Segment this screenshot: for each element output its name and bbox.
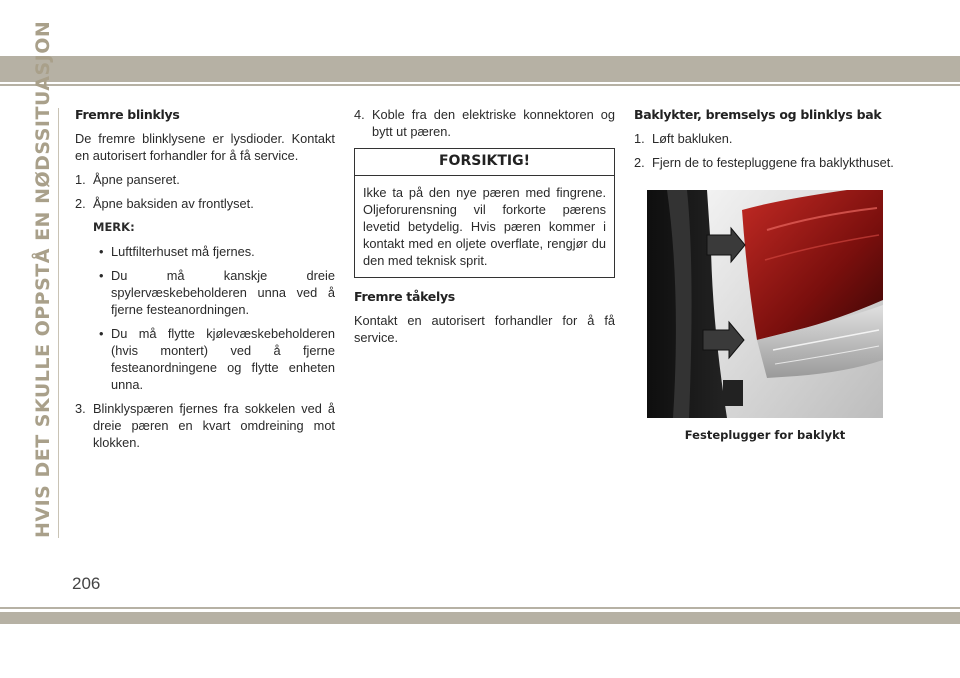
photo-caption: Festeplugger for baklykt xyxy=(684,428,846,442)
caution-box xyxy=(354,148,615,278)
side-divider xyxy=(58,108,59,538)
step-3: 3. Blinklyspæren fjernes fra sokkelen ved å dreie pæren en kvart omdreining mot klokken. xyxy=(75,401,335,450)
footer-band xyxy=(0,612,960,624)
column-middle xyxy=(354,106,615,353)
intro-paragraph: De fremre blinklysene er lysdioder. Kontakt en autorisert forhandler for å få service. xyxy=(75,131,335,163)
column-left xyxy=(75,106,335,458)
rear-step-1: 1. Løft bakluken. xyxy=(634,131,733,146)
column-right xyxy=(634,106,896,178)
tail-lamp-photo xyxy=(647,190,883,418)
note-bullet-3: • Du må flytte kjølevæskebeholderen (hvis montert) ved å fjerne festeanordningene og flytte enheten unna. xyxy=(99,326,335,392)
heading-rear-lights: Baklykter, bremselys og blinklys bak xyxy=(634,107,882,122)
rear-step-2: 2. Fjern de to festepluggene fra baklykthuset. xyxy=(634,155,894,170)
heading-front-fog-lights: Fremre tåkelys xyxy=(354,289,455,304)
page-number: 206 xyxy=(72,574,101,593)
caution-text: Ikke ta på den nye pæren med fingrene. Oljeforurensning vil forkorte pærens levetid betydelig. Hvis pæren kommer i kontakt med en oljete overflate, rengjør du den med teknisk sprit. xyxy=(363,185,606,268)
footer-rule xyxy=(0,607,960,609)
note-bullet-2: • Du må kanskje dreie spylervæskebeholderen unna ved å fjerne festeanordningen. xyxy=(99,268,335,317)
step-4: 4. Koble fra den elektriske konnektoren og bytt ut pæren. xyxy=(354,107,615,139)
header-rule xyxy=(0,84,960,86)
header-band xyxy=(0,56,960,82)
fog-lights-text: Kontakt en autorisert forhandler for å få service. xyxy=(354,313,615,345)
heading-front-turn-signals: Fremre blinklys xyxy=(75,107,180,122)
note-bullet-1: • Luftfilterhuset må fjernes. xyxy=(99,244,255,259)
note-label: MERK: xyxy=(93,220,135,234)
caution-title: FORSIKTIG! xyxy=(355,149,614,176)
step-1: 1. Åpne panseret. xyxy=(75,172,180,187)
step-2: 2. Åpne baksiden av frontlyset. xyxy=(75,196,254,211)
